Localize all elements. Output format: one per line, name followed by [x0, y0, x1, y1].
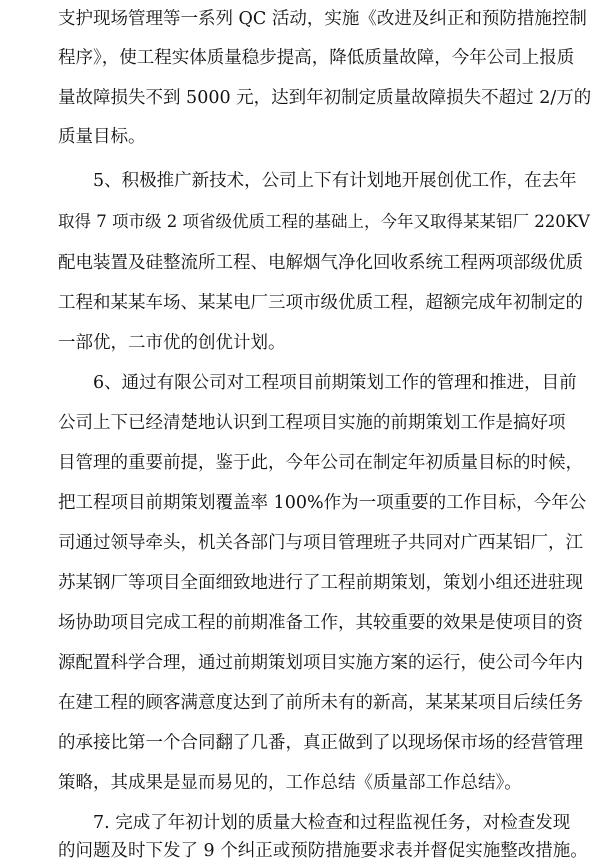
- text-line: 工程和某某车场、某某电厂三项市级优质工程，超额完成年初制定的: [58, 293, 583, 313]
- text-line: 场协助项目完成工程的前期准备工作，其较重要的效果是使项目的资: [58, 613, 583, 633]
- text-line: 7. 完成了年初计划的质量大检查和过程监视任务，对检查发现: [93, 813, 571, 833]
- text-line: 一部优，二市优的创优计划。: [58, 333, 286, 353]
- text-line: 6、通过有限公司对工程项目前期策划工作的管理和推进，目前: [93, 373, 577, 393]
- text-line: 策略，其成果是显而易见的，工作总结《质量部工作总结》。: [58, 773, 522, 793]
- text-line: 量故障损失不到 5000 元，达到年初制定质量故障损失不超过 2/万的: [58, 88, 592, 108]
- text-line: 的问题及时下发了 9 个纠正或预防措施要求表并督促实施整改措施。: [58, 841, 588, 861]
- text-line: 程序》，使工程实体质量稳步提高，降低质量故障，今年公司上报质: [58, 48, 575, 68]
- text-line: 在建工程的顾客满意度达到了前所未有的新高，某某某项目后续任务: [58, 693, 583, 713]
- text-line: 司通过领导牵头，机关各部门与项目管理班子共同对广西某铝厂，江: [58, 533, 583, 553]
- text-line: 配电装置及硅整流所工程、电解烟气净化回收系统工程两项部级优质: [58, 253, 583, 273]
- text-line: 质量目标。: [58, 127, 146, 147]
- text-line: 把工程项目前期策划覆盖率 100%作为一项重要的工作目标，今年公: [58, 493, 587, 513]
- text-line: 苏某钢厂等项目全面细致地进行了工程前期策划，策划小组还进驻现: [58, 573, 583, 593]
- text-line: 5、积极推广新技术，公司上下有计划地开展创优工作，在去年: [93, 171, 577, 191]
- text-line: 的承接比第一个合同翻了几番，真正做到了以现场保市场的经营管理: [58, 733, 583, 753]
- text-line: 支护现场管理等一系列 QC 活动，实施《改进及纠正和预防措施控制: [58, 9, 587, 29]
- text-line: 源配置科学合理，通过前期策划项目实施方案的运行，使公司今年内: [58, 653, 583, 673]
- text-line: 取得 7 项市级 2 项省级优质工程的基础上，今年又取得某某铝厂 220KV: [58, 212, 590, 231]
- text-line: 目管理的重要前提，鉴于此，今年公司在制定年初质量目标的时候，: [58, 453, 583, 473]
- text-line: 公司上下已经清楚地认识到工程项目实施的前期策划工作是搞好项: [58, 413, 566, 433]
